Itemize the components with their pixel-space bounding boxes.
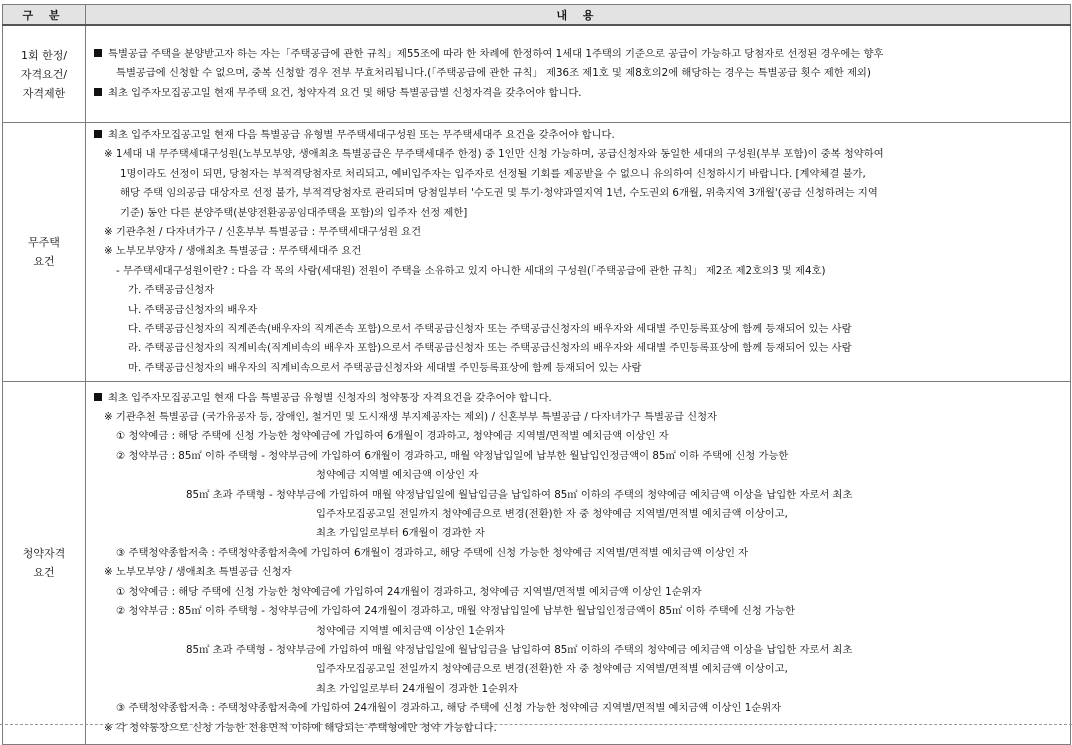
content-text: ※ 노부모부양자 / 생애최초 특별공급 : 무주택세대주 요건 [104, 245, 362, 258]
eligibility-table [2, 4, 1071, 745]
table-header-row [3, 5, 1071, 26]
content-text: 다. 주택공급신청자의 직계존속(배우자의 직계존속 포함)으로서 주택공급신청자 또는 주택공급신청자의 배우자와 세대별 주민등록표상에 함께 등재되어 있는 사람 [128, 323, 852, 336]
content-text: 마. 주택공급신청자의 배우자의 직계비속으로서 주택공급신청자와 세대별 주민등록표상에 함께 등재되어 있는 사람 [128, 361, 642, 374]
content-text: 85㎡ 초과 주택형 - 청약부금에 가입하여 매월 약정납입일에 월납입금을 납입하여 85㎡ 이하의 주택의 청약예금 예치금액 이상을 납입한 자로서 최초 [186, 643, 853, 656]
content-line [94, 680, 1064, 699]
content-line [94, 223, 1064, 242]
content-text: 청약예금 지역별 예치금액 이상인 자 [316, 469, 479, 482]
content-line [94, 301, 1064, 320]
square-bullet-icon [94, 88, 102, 96]
row-content [86, 382, 1071, 745]
content-text: 최초 입주자모집공고일 현재 무주택 요건, 청약자격 요건 및 해당 특별공급별 신청자격을 갖추어야 합니다. [108, 86, 582, 99]
content-text: 해당 주택 임의공급 대상자로 선정 불가, 부적격당첨자로 관리되며 당첨일부터 '수도권 및 투기·청약과열지역 1년, 수도권외 6개월, 위축지역 3개월'(공급 신청하려는 지역 [120, 187, 878, 200]
table-row [3, 123, 1071, 382]
content-line [94, 583, 1064, 602]
content-text: 1명이라도 선정이 되면, 당첨자는 부적격당첨자로 처리되고, 예비입주자는 입주자로 선정될 기회를 제공받을 수 없으니 유의하여 신청하시기 바랍니다. [계약체결 불가, [120, 167, 866, 180]
page-bottom-rule [0, 724, 1072, 727]
content-text: 최초 가입일로부터 6개월이 경과한 자 [316, 527, 485, 540]
content-line [94, 242, 1064, 261]
content-line [94, 359, 1064, 378]
content-text: ※ 기관추천 특별공급 (국가유공자 등, 장애인, 철거민 및 도시재생 부지제공자는 제외) / 신혼부부 특별공급 / 다자녀가구 특별공급 신청자 [104, 411, 717, 424]
content-line [94, 699, 1064, 718]
content-text: 청약예금 지역별 예치금액 이상인 1순위자 [316, 624, 505, 637]
content-text: ③ 주택청약종합저축 : 주택청약종합저축에 가입하여 6개월이 경과하고, 해당 주택에 신청 가능한 청약예금 지역별/면적별 예치금액 이상인 자 [116, 546, 749, 559]
content-line [94, 641, 1064, 660]
content-line [94, 64, 1064, 83]
content-line [94, 45, 1064, 64]
content-line [94, 165, 1064, 184]
square-bullet-icon [94, 49, 102, 57]
content-text: ※ 1세대 내 무주택세대구성원(노부모부양, 생애최초 특별공급은 무주택세대주 한정) 중 1인만 신청 가능하며, 공급신청자와 동일한 세대의 구성원(부부 포함)이 중복 청약하여 [104, 148, 884, 161]
row-label: 청약자격 요건 [3, 382, 86, 745]
table-row [3, 25, 1071, 123]
content-text: 기준) 동안 다른 분양주택(분양전환공공임대주택을 포함)의 입주자 선정 제한] [120, 206, 468, 219]
content-text: 85㎡ 초과 주택형 - 청약부금에 가입하여 매월 약정납입일에 월납입금을 납입하여 85㎡ 이하의 주택의 청약예금 예치금액 이상을 납입한 자로서 최초 [186, 488, 853, 501]
content-line [94, 466, 1064, 485]
header-category: 구 분 [3, 5, 86, 26]
content-line [94, 622, 1064, 641]
content-text: 최초 입주자모집공고일 현재 다음 특별공급 유형별 무주택세대구성원 또는 무주택세대주 요건을 갖추어야 합니다. [108, 129, 615, 141]
content-text: ※ 각 청약통장으로 신청 가능한 전용면적 이하에 해당되는 주택형에만 청약 가능합니다. [104, 721, 497, 734]
content-line [94, 524, 1064, 543]
content-line [94, 505, 1064, 524]
content-text: 입주자모집공고일 전일까지 청약예금으로 변경(전환)한 자 중 청약예금 지역별/면적별 예치금액 이상이고, [316, 508, 788, 521]
content-line [94, 281, 1064, 300]
content-text: ③ 주택청약종합저축 : 주택청약종합저축에 가입하여 24개월이 경과하고, 해당 주택에 신청 가능한 청약예금 지역별/면적별 예치금액 이상인 1순위자 [116, 702, 782, 715]
content-line [94, 719, 1064, 738]
content-text: 나. 주택공급신청자의 배우자 [128, 303, 258, 316]
content-line [94, 126, 1064, 145]
content-text: 가. 주택공급신청자 [128, 284, 215, 297]
content-text: ① 청약예금 : 해당 주택에 신청 가능한 청약예금에 가입하여 6개월이 경과하고, 청약예금 지역별/면적별 예치금액 이상인 자 [116, 430, 669, 443]
content-text: 특별공급에 신청할 수 없으며, 중복 신청할 경우 전부 무효처리됩니다.(「주택공급에 관한 규칙」 제36조 제1호 및 제8호의2에 해당하는 경우는 특별공급 횟수 제한 제외) [116, 67, 871, 80]
content-line [94, 544, 1064, 563]
content-line [94, 320, 1064, 339]
content-text: ② 청약부금 : 85㎡ 이하 주택형 - 청약부금에 가입하여 6개월이 경과하고, 매월 약정납입일에 납부한 월납입인정금액이 85㎡ 이하 주택에 신청 가능한 [116, 449, 789, 462]
content-line [94, 184, 1064, 203]
row-label: 1회 한정/ 자격요건/ 자격제한 [3, 25, 86, 123]
square-bullet-icon [94, 130, 102, 138]
content-text: ※ 기관추천 / 다자녀가구 / 신혼부부 특별공급 : 무주택세대구성원 요건 [104, 226, 422, 239]
content-line [94, 427, 1064, 446]
content-line [94, 389, 1064, 408]
content-text: 입주자모집공고일 전일까지 청약예금으로 변경(전환)한 자 중 청약예금 지역별/면적별 예치금액 이상이고, [316, 663, 788, 676]
content-text: ① 청약예금 : 해당 주택에 신청 가능한 청약예금에 가입하여 24개월이 경과하고, 청약예금 지역별/면적별 예치금액 이상인 1순위자 [116, 585, 702, 598]
content-line [94, 145, 1064, 164]
content-line [94, 262, 1064, 281]
content-text: ※ 노부모부양 / 생애최초 특별공급 신청자 [104, 566, 292, 579]
row-content [86, 25, 1071, 123]
content-text: 최초 가입일로부터 24개월이 경과한 1순위자 [316, 682, 518, 695]
content-text: ② 청약부금 : 85㎡ 이하 주택형 - 청약부금에 가입하여 24개월이 경과하고, 매월 약정납입일에 납부한 월납입인정금액이 85㎡ 이하 주택에 신청 가능한 [116, 605, 795, 618]
content-line [94, 339, 1064, 358]
content-line [94, 84, 1064, 103]
content-line [94, 486, 1064, 505]
content-line [94, 204, 1064, 223]
content-line [94, 660, 1064, 679]
content-text: 최초 입주자모집공고일 현재 다음 특별공급 유형별 신청자의 청약통장 자격요건을 갖추어야 합니다. [108, 391, 552, 404]
content-line [94, 447, 1064, 466]
content-text: 라. 주택공급신청자의 직계비속(직계비속의 배우자 포함)으로서 주택공급신청자 또는 주택공급신청자의 배우자와 세대별 주민등록표상에 함께 등재되어 있는 사람 [128, 342, 852, 355]
content-line [94, 563, 1064, 582]
content-line [94, 408, 1064, 427]
row-content [86, 123, 1071, 382]
square-bullet-icon [94, 393, 102, 401]
row-label: 무주택 요건 [3, 123, 86, 382]
header-content: 내 용 [86, 5, 1071, 26]
content-line [94, 602, 1064, 621]
content-text: 특별공급 주택을 분양받고자 하는 자는「주택공급에 관한 규칙」제55조에 따라 한 차례에 한정하여 1세대 1주택의 기준으로 공급이 가능하고 당첨자로 선정된 경우에는 향후 [108, 47, 884, 60]
table-row [3, 382, 1071, 745]
content-text: - 무주택세대구성원이란? : 다음 각 목의 사람(세대원) 전원이 주택을 소유하고 있지 아니한 세대의 구성원(「주택공급에 관한 규칙」 제2조 제2호의3 및 제4호) [116, 264, 826, 277]
